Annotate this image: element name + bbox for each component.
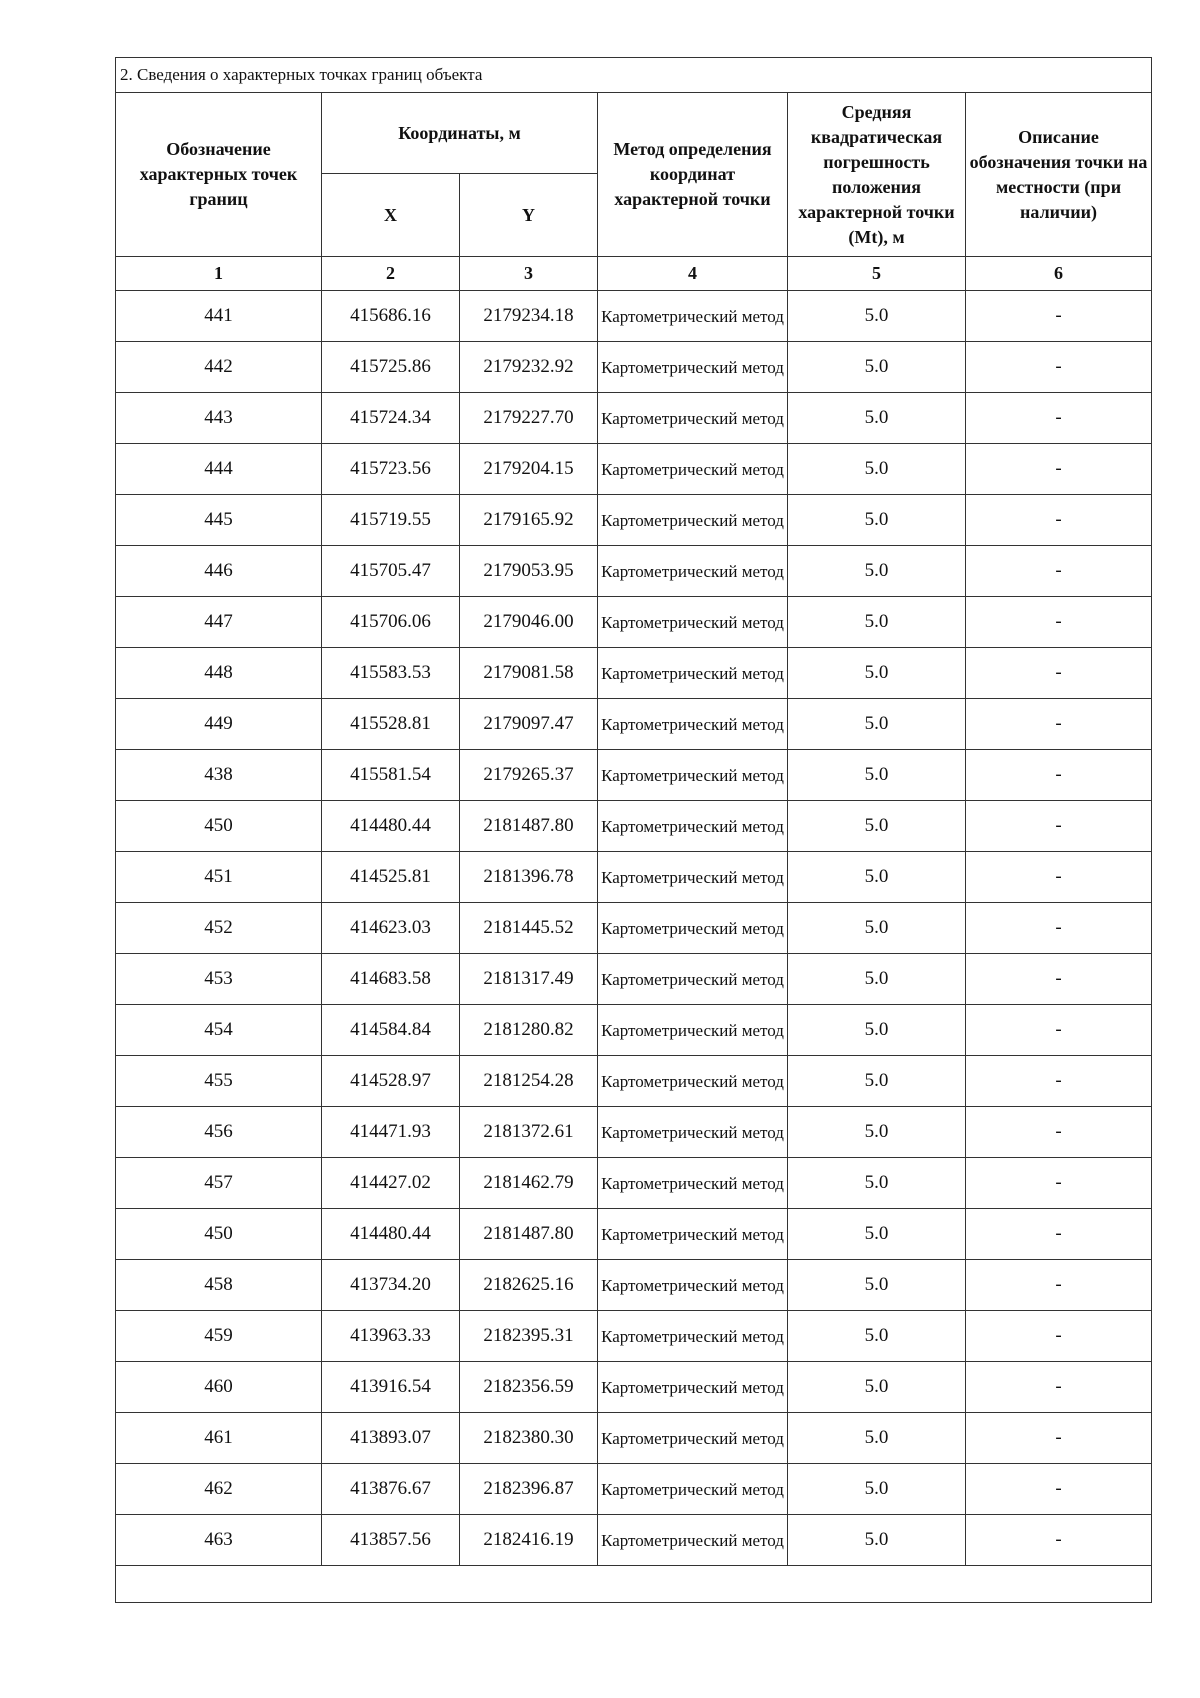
cell-method: Картометрический метод [598,1005,788,1056]
cell-x: 415724.34 [322,393,460,444]
cell-point: 446 [116,546,322,597]
cell-y: 2182396.87 [460,1464,598,1515]
cell-error: 5.0 [788,1362,966,1413]
table-row [116,597,1152,648]
cell-description: - [966,1005,1152,1056]
table-row [116,852,1152,903]
cell-method: Картометрический метод [598,1260,788,1311]
column-number: 5 [788,257,966,291]
cell-method: Картометрический метод [598,750,788,801]
cell-y: 2181445.52 [460,903,598,954]
table-row [116,750,1152,801]
cell-error: 5.0 [788,954,966,1005]
cell-y: 2181462.79 [460,1158,598,1209]
cell-method: Картометрический метод [598,1158,788,1209]
table-row [116,1515,1152,1566]
table-row [116,903,1152,954]
cell-y: 2182395.31 [460,1311,598,1362]
cell-x: 414427.02 [322,1158,460,1209]
column-number: 3 [460,257,598,291]
cell-x: 414480.44 [322,801,460,852]
cell-error: 5.0 [788,291,966,342]
cell-point: 454 [116,1005,322,1056]
cell-method: Картометрический метод [598,1209,788,1260]
table-row [116,1056,1152,1107]
cell-y: 2179265.37 [460,750,598,801]
table-row [116,699,1152,750]
cell-error: 5.0 [788,1311,966,1362]
cell-description: - [966,291,1152,342]
cell-error: 5.0 [788,750,966,801]
cell-description: - [966,1209,1152,1260]
cell-point: 461 [116,1413,322,1464]
cell-x: 414584.84 [322,1005,460,1056]
table-row [116,342,1152,393]
column-numbers-row [116,257,1152,291]
cell-point: 456 [116,1107,322,1158]
cell-description: - [966,750,1152,801]
cell-description: - [966,546,1152,597]
header-error: Средняя квадратическая погрешность положения характерной точки (Mt), м [788,93,966,257]
cell-point: 459 [116,1311,322,1362]
cell-error: 5.0 [788,597,966,648]
cell-method: Картометрический метод [598,393,788,444]
table-row [116,1107,1152,1158]
cell-point: 450 [116,1209,322,1260]
cell-method: Картометрический метод [598,954,788,1005]
header-y: Y [460,174,598,257]
cell-description: - [966,1260,1152,1311]
cell-point: 442 [116,342,322,393]
cell-error: 5.0 [788,699,966,750]
table-row [116,1005,1152,1056]
cell-method: Картометрический метод [598,699,788,750]
column-number: 1 [116,257,322,291]
table-body [116,291,1152,1566]
table-row [116,648,1152,699]
cell-point: 438 [116,750,322,801]
cell-y: 2179232.92 [460,342,598,393]
table-row [116,1413,1152,1464]
cell-method: Картометрический метод [598,1464,788,1515]
cell-x: 414528.97 [322,1056,460,1107]
table-row [116,1464,1152,1515]
cell-point: 444 [116,444,322,495]
cell-y: 2182625.16 [460,1260,598,1311]
cell-error: 5.0 [788,801,966,852]
cell-method: Картометрический метод [598,1515,788,1566]
cell-error: 5.0 [788,1515,966,1566]
cell-x: 415706.06 [322,597,460,648]
cell-method: Картометрический метод [598,342,788,393]
cell-method: Картометрический метод [598,1311,788,1362]
cell-point: 455 [116,1056,322,1107]
header-description: Описание обозначения точки на местности (при наличии) [966,93,1152,257]
cell-error: 5.0 [788,444,966,495]
table-row [116,546,1152,597]
cell-description: - [966,342,1152,393]
cell-method: Картометрический метод [598,1107,788,1158]
cell-x: 415705.47 [322,546,460,597]
cell-y: 2179053.95 [460,546,598,597]
cell-x: 414525.81 [322,852,460,903]
table-row [116,954,1152,1005]
cell-point: 458 [116,1260,322,1311]
cell-x: 413963.33 [322,1311,460,1362]
cell-point: 445 [116,495,322,546]
cell-y: 2179097.47 [460,699,598,750]
cell-y: 2179204.15 [460,444,598,495]
cell-y: 2181280.82 [460,1005,598,1056]
cell-x: 415583.53 [322,648,460,699]
cell-point: 457 [116,1158,322,1209]
cell-method: Картометрический метод [598,291,788,342]
cell-description: - [966,1515,1152,1566]
cell-point: 443 [116,393,322,444]
cell-y: 2182416.19 [460,1515,598,1566]
cell-description: - [966,444,1152,495]
cell-y: 2179165.92 [460,495,598,546]
cell-point: 451 [116,852,322,903]
cell-description: - [966,1056,1152,1107]
cell-point: 448 [116,648,322,699]
table-row [116,495,1152,546]
cell-error: 5.0 [788,1005,966,1056]
cell-method: Картометрический метод [598,444,788,495]
cell-point: 450 [116,801,322,852]
cell-x: 414683.58 [322,954,460,1005]
cell-x: 413916.54 [322,1362,460,1413]
cell-description: - [966,801,1152,852]
column-number: 2 [322,257,460,291]
cell-error: 5.0 [788,1056,966,1107]
table-row [116,1362,1152,1413]
cell-description: - [966,1362,1152,1413]
table-row [116,393,1152,444]
cell-x: 415725.86 [322,342,460,393]
cell-description: - [966,954,1152,1005]
cell-description: - [966,648,1152,699]
cell-x: 414471.93 [322,1107,460,1158]
cell-error: 5.0 [788,648,966,699]
cell-error: 5.0 [788,342,966,393]
cell-description: - [966,903,1152,954]
cell-y: 2179046.00 [460,597,598,648]
cell-method: Картометрический метод [598,495,788,546]
cell-y: 2181396.78 [460,852,598,903]
cell-description: - [966,495,1152,546]
cell-y: 2179227.70 [460,393,598,444]
cell-error: 5.0 [788,546,966,597]
cell-description: - [966,597,1152,648]
boundary-points-table [115,57,1152,1603]
header-x: X [322,174,460,257]
cell-error: 5.0 [788,1260,966,1311]
cell-x: 414480.44 [322,1209,460,1260]
cell-method: Картометрический метод [598,1056,788,1107]
header-point: Обозначение характерных точек границ [116,93,322,257]
cell-y: 2182380.30 [460,1413,598,1464]
cell-y: 2179234.18 [460,291,598,342]
cell-method: Картометрический метод [598,1413,788,1464]
cell-y: 2181372.61 [460,1107,598,1158]
cell-method: Картометрический метод [598,852,788,903]
column-number: 4 [598,257,788,291]
cell-x: 415723.56 [322,444,460,495]
cell-y: 2181254.28 [460,1056,598,1107]
table-row [116,1260,1152,1311]
cell-x: 415686.16 [322,291,460,342]
cell-method: Картометрический метод [598,801,788,852]
table-row [116,1311,1152,1362]
cell-y: 2181317.49 [460,954,598,1005]
cell-description: - [966,1413,1152,1464]
cell-description: - [966,852,1152,903]
cell-error: 5.0 [788,852,966,903]
cell-point: 460 [116,1362,322,1413]
cell-x: 413893.07 [322,1413,460,1464]
cell-description: - [966,1158,1152,1209]
cell-x: 415528.81 [322,699,460,750]
header-method: Метод определения координат характерной точки [598,93,788,257]
table-footer-cell [116,1566,1152,1603]
cell-error: 5.0 [788,1464,966,1515]
cell-y: 2181487.80 [460,1209,598,1260]
cell-description: - [966,393,1152,444]
cell-x: 413876.67 [322,1464,460,1515]
cell-y: 2179081.58 [460,648,598,699]
cell-description: - [966,1311,1152,1362]
table-row [116,1158,1152,1209]
cell-point: 441 [116,291,322,342]
cell-method: Картометрический метод [598,648,788,699]
table-row [116,444,1152,495]
cell-point: 447 [116,597,322,648]
cell-method: Картометрический метод [598,546,788,597]
column-number: 6 [966,257,1152,291]
table-row [116,291,1152,342]
cell-x: 414623.03 [322,903,460,954]
cell-error: 5.0 [788,393,966,444]
cell-error: 5.0 [788,1107,966,1158]
cell-y: 2182356.59 [460,1362,598,1413]
cell-error: 5.0 [788,903,966,954]
cell-error: 5.0 [788,495,966,546]
cell-description: - [966,699,1152,750]
cell-point: 452 [116,903,322,954]
cell-x: 415581.54 [322,750,460,801]
header-coords: Координаты, м [322,93,598,174]
cell-y: 2181487.80 [460,801,598,852]
cell-method: Картометрический метод [598,1362,788,1413]
cell-error: 5.0 [788,1209,966,1260]
cell-point: 463 [116,1515,322,1566]
table-row [116,801,1152,852]
cell-point: 449 [116,699,322,750]
cell-point: 453 [116,954,322,1005]
cell-point: 462 [116,1464,322,1515]
cell-description: - [966,1464,1152,1515]
table-row [116,1209,1152,1260]
cell-x: 413734.20 [322,1260,460,1311]
table-footer-row [116,1566,1152,1603]
document-page [115,57,1151,1603]
cell-error: 5.0 [788,1413,966,1464]
cell-description: - [966,1107,1152,1158]
cell-method: Картометрический метод [598,597,788,648]
cell-error: 5.0 [788,1158,966,1209]
cell-x: 415719.55 [322,495,460,546]
section-title: 2. Сведения о характерных точках границ объекта [116,58,1152,93]
cell-x: 413857.56 [322,1515,460,1566]
cell-method: Картометрический метод [598,903,788,954]
